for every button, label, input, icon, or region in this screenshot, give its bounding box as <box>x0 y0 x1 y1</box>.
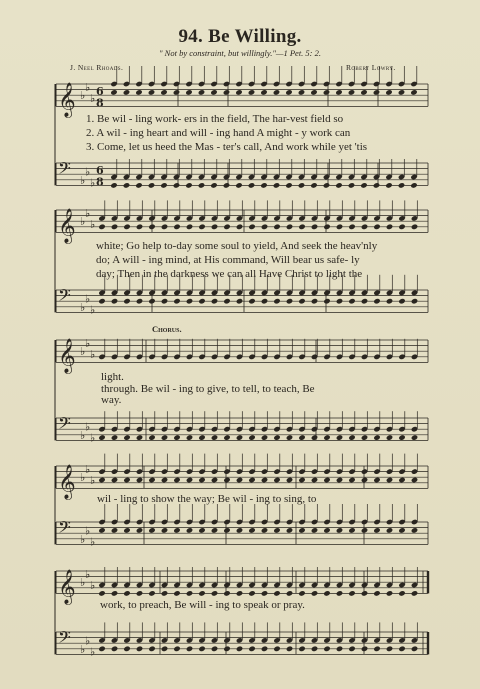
note-head <box>298 224 305 230</box>
flat-sign: ♭ <box>85 567 91 581</box>
note-head <box>211 590 218 596</box>
note-head <box>311 477 318 483</box>
note-head <box>211 298 218 304</box>
note-head <box>348 224 355 230</box>
lyric-s3-line3: way. <box>101 394 122 406</box>
note-head <box>123 590 130 596</box>
note-head <box>210 182 217 188</box>
note-head <box>398 590 405 596</box>
note-head <box>173 224 180 230</box>
note-head <box>248 434 255 440</box>
note-head <box>261 646 268 652</box>
note-head <box>348 527 355 533</box>
note-head <box>160 182 167 188</box>
flat-sign: ♭ <box>85 462 91 476</box>
note-head <box>123 477 130 483</box>
lyric-s2-verse3: day; Then in the darkness we can all Have Christ to light the <box>96 268 363 280</box>
time-signature: 6 <box>96 164 104 178</box>
lyric-s3-line2: through. Be wil - ing to give, to tell, to teach, Be <box>101 383 315 395</box>
flat-sign: ♭ <box>80 428 86 442</box>
note-head <box>186 224 193 230</box>
note-head <box>236 590 243 596</box>
note-head <box>336 527 343 533</box>
note-head <box>323 298 330 304</box>
note-head <box>135 89 142 95</box>
note-head <box>311 590 318 596</box>
note-head <box>273 298 280 304</box>
note-head <box>235 89 242 95</box>
hymn-name: Be Willing. <box>208 26 302 47</box>
note-head <box>148 590 155 596</box>
note-head <box>173 527 180 533</box>
flat-sign: ♭ <box>90 645 96 659</box>
note-head <box>336 434 343 440</box>
note-head <box>136 477 143 483</box>
flat-sign: ♭ <box>90 348 96 361</box>
note-head <box>161 590 168 596</box>
note-head <box>173 298 180 304</box>
note-head <box>211 646 218 652</box>
note-head <box>323 646 330 652</box>
lyric-s5: work, to preach, Be will - ing to speak or pray. <box>100 599 305 611</box>
note-head <box>248 590 255 596</box>
note-head <box>411 646 418 652</box>
note-head <box>186 477 193 483</box>
note-head <box>273 434 280 440</box>
note-head <box>410 182 417 188</box>
note-head <box>273 477 280 483</box>
note-head <box>148 646 155 652</box>
note-head <box>286 224 293 230</box>
treble-clef: 𝄞 <box>58 464 76 500</box>
note-head <box>110 89 117 95</box>
note-head <box>148 527 155 533</box>
note-head <box>273 224 280 230</box>
note-head <box>273 590 280 596</box>
note-head <box>136 646 143 652</box>
note-head <box>298 298 305 304</box>
note-head <box>361 527 368 533</box>
note-head <box>348 590 355 596</box>
note-head <box>123 298 130 304</box>
bass-clef: 𝄢 <box>58 627 71 651</box>
note-head <box>235 182 242 188</box>
flat-sign: ♭ <box>90 218 96 231</box>
note-head <box>211 477 218 483</box>
note-head <box>186 434 193 440</box>
note-head <box>286 477 293 483</box>
time-signature: 8 <box>96 175 104 189</box>
note-head <box>335 89 342 95</box>
note-head <box>261 224 268 230</box>
note-head <box>123 89 130 95</box>
note-head <box>336 224 343 230</box>
note-head <box>411 477 418 483</box>
note-head <box>136 298 143 304</box>
note-head <box>411 590 418 596</box>
note-head <box>385 89 392 95</box>
note-head <box>123 646 130 652</box>
note-head <box>298 590 305 596</box>
note-head <box>198 298 205 304</box>
note-head <box>260 89 267 95</box>
note-head <box>373 590 380 596</box>
lyricist-credit: J. Neel Rhoads. <box>70 63 124 72</box>
note-head <box>360 89 367 95</box>
flat-sign: ♭ <box>85 524 91 538</box>
lyric-s2-verse1: white; Go help to-day some soul to yield, And seek the heav'nly <box>96 240 378 252</box>
note-head <box>111 434 118 440</box>
note-head <box>361 224 368 230</box>
note-head <box>248 298 255 304</box>
chorus-label: Chorus. <box>152 324 182 334</box>
treble-clef: 𝄞 <box>58 569 76 605</box>
flat-sign: ♭ <box>80 215 86 229</box>
note-head <box>248 224 255 230</box>
note-head <box>361 590 368 596</box>
flat-sign: ♭ <box>90 474 96 487</box>
treble-clef: 𝄞 <box>58 208 76 244</box>
note-head <box>123 182 130 188</box>
note-head <box>148 224 155 230</box>
lyric-s1-verse1: 1. Be wil - ling work- ers in the field, The har-vest field so <box>86 113 344 125</box>
note-head <box>135 182 142 188</box>
flat-sign: ♭ <box>85 292 91 306</box>
note-head <box>211 224 218 230</box>
note-head <box>411 298 418 304</box>
note-head <box>223 224 230 230</box>
note-head <box>223 646 230 652</box>
note-head <box>173 434 180 440</box>
note-head <box>260 182 267 188</box>
flat-sign: ♭ <box>80 300 86 314</box>
note-head <box>286 646 293 652</box>
note-head <box>348 434 355 440</box>
note-head <box>186 646 193 652</box>
flat-sign: ♭ <box>90 303 96 317</box>
note-head <box>186 527 193 533</box>
note-head <box>123 224 130 230</box>
note-head <box>198 477 205 483</box>
note-head <box>373 89 380 95</box>
note-head <box>198 182 205 188</box>
flat-sign: ♭ <box>85 336 91 350</box>
bass-clef: 𝄢 <box>58 158 71 182</box>
note-head <box>223 434 230 440</box>
flat-sign: ♭ <box>90 431 96 445</box>
note-head <box>373 477 380 483</box>
note-head <box>173 590 180 596</box>
flat-sign: ♭ <box>85 206 91 220</box>
note-head <box>398 434 405 440</box>
note-head <box>185 89 192 95</box>
flat-sign: ♭ <box>80 173 86 187</box>
note-head <box>173 477 180 483</box>
note-head <box>210 89 217 95</box>
note-head <box>411 224 418 230</box>
flat-sign: ♭ <box>85 420 91 434</box>
note-head <box>373 182 380 188</box>
note-head <box>298 477 305 483</box>
note-head <box>311 527 318 533</box>
note-head <box>186 590 193 596</box>
flat-sign: ♭ <box>80 642 86 656</box>
note-head <box>286 590 293 596</box>
note-head <box>236 298 243 304</box>
composer-credit: Robert Lowry. <box>346 63 396 72</box>
note-head <box>311 434 318 440</box>
note-head <box>161 298 168 304</box>
note-head <box>336 646 343 652</box>
note-head <box>298 182 305 188</box>
note-head <box>298 646 305 652</box>
note-head <box>111 298 118 304</box>
note-head <box>261 527 268 533</box>
note-head <box>136 224 143 230</box>
note-head <box>348 646 355 652</box>
note-head <box>348 182 355 188</box>
flat-sign: ♭ <box>90 535 96 549</box>
treble-clef: 𝄞 <box>58 82 76 118</box>
note-head <box>373 298 380 304</box>
note-head <box>398 298 405 304</box>
note-head <box>323 477 330 483</box>
bass-clef: 𝄢 <box>58 517 71 541</box>
note-head <box>161 527 168 533</box>
lyric-s2-verse2: do; A will - ing mind, at His command, Will bear us safe- ly <box>96 254 360 266</box>
flat-sign: ♭ <box>80 471 86 485</box>
note-head <box>111 646 118 652</box>
note-head <box>398 477 405 483</box>
note-head <box>373 434 380 440</box>
note-head <box>236 527 243 533</box>
note-head <box>361 646 368 652</box>
note-head <box>385 182 392 188</box>
note-head <box>311 224 318 230</box>
note-head <box>110 182 117 188</box>
note-head <box>185 182 192 188</box>
note-head <box>348 477 355 483</box>
time-signature: 6 <box>96 85 104 99</box>
note-head <box>410 89 417 95</box>
note-head <box>148 477 155 483</box>
note-head <box>286 298 293 304</box>
note-head <box>286 527 293 533</box>
note-head <box>236 477 243 483</box>
note-head <box>286 434 293 440</box>
note-head <box>298 527 305 533</box>
flat-sign: ♭ <box>90 176 96 190</box>
note-head <box>236 434 243 440</box>
note-head <box>386 527 393 533</box>
note-head <box>310 89 317 95</box>
lyric-s4: wil - ling to show the way; Be wil - ing to sing, to <box>97 493 317 505</box>
hymn-number: 94. <box>178 26 204 47</box>
note-head <box>223 89 230 95</box>
flat-sign: ♭ <box>80 532 86 546</box>
note-head <box>160 89 167 95</box>
note-head <box>261 298 268 304</box>
lyric-s1-verse3: 3. Come, let us heed the Mas - ter's call, And work while yet 'tis <box>86 141 368 153</box>
flat-sign: ♭ <box>90 92 96 105</box>
note-head <box>198 527 205 533</box>
note-head <box>173 646 180 652</box>
note-head <box>111 477 118 483</box>
note-head <box>285 182 292 188</box>
note-head <box>98 298 105 304</box>
note-head <box>223 298 230 304</box>
note-head <box>148 89 155 95</box>
flat-sign: ♭ <box>90 579 96 592</box>
note-head <box>111 527 118 533</box>
note-head <box>148 182 155 188</box>
note-head <box>98 434 105 440</box>
note-head <box>136 527 143 533</box>
note-head <box>273 89 280 95</box>
note-head <box>361 434 368 440</box>
note-head <box>361 298 368 304</box>
flat-sign: ♭ <box>80 89 86 103</box>
note-head <box>98 224 105 230</box>
note-head <box>398 89 405 95</box>
note-head <box>285 89 292 95</box>
treble-clef: 𝄞 <box>58 338 76 374</box>
note-head <box>261 477 268 483</box>
note-head <box>298 434 305 440</box>
note-head <box>373 646 380 652</box>
note-head <box>310 182 317 188</box>
note-head <box>198 646 205 652</box>
note-head <box>248 646 255 652</box>
note-head <box>198 434 205 440</box>
note-head <box>198 89 205 95</box>
note-head <box>411 527 418 533</box>
note-head <box>248 527 255 533</box>
note-head <box>198 590 205 596</box>
scripture-reference: " Not by constraint, but willingly."—1 Pet. 5: 2. <box>158 48 322 58</box>
note-head <box>136 590 143 596</box>
note-head <box>173 89 180 95</box>
lyric-s1-verse2: 2. A wil - ing heart and will - ing hand A might - y work can <box>86 127 351 139</box>
note-head <box>398 646 405 652</box>
note-head <box>273 182 280 188</box>
note-head <box>136 434 143 440</box>
note-head <box>386 646 393 652</box>
bass-clef: 𝄢 <box>58 285 71 309</box>
note-head <box>148 434 155 440</box>
note-head <box>211 527 218 533</box>
note-head <box>361 477 368 483</box>
note-head <box>386 224 393 230</box>
note-head <box>323 434 330 440</box>
note-head <box>323 527 330 533</box>
note-head <box>261 590 268 596</box>
note-head <box>336 477 343 483</box>
note-head <box>373 224 380 230</box>
note-head <box>335 182 342 188</box>
note-head <box>223 527 230 533</box>
note-head <box>273 527 280 533</box>
note-head <box>98 527 105 533</box>
note-head <box>323 182 330 188</box>
note-head <box>323 89 330 95</box>
note-head <box>161 477 168 483</box>
note-head <box>386 590 393 596</box>
note-head <box>186 298 193 304</box>
note-head <box>386 434 393 440</box>
note-head <box>248 89 255 95</box>
note-head <box>211 434 218 440</box>
note-head <box>223 182 230 188</box>
note-head <box>223 590 230 596</box>
note-head <box>323 590 330 596</box>
flat-sign: ♭ <box>80 576 86 590</box>
note-head <box>398 224 405 230</box>
note-head <box>398 527 405 533</box>
note-head <box>323 224 330 230</box>
flat-sign: ♭ <box>80 345 86 359</box>
note-head <box>348 89 355 95</box>
note-head <box>223 477 230 483</box>
note-head <box>148 298 155 304</box>
lyric-s3-line1: light. <box>101 371 124 383</box>
note-head <box>261 434 268 440</box>
note-head <box>411 434 418 440</box>
note-head <box>123 527 130 533</box>
note-head <box>311 298 318 304</box>
note-head <box>111 590 118 596</box>
note-head <box>98 477 105 483</box>
note-head <box>98 590 105 596</box>
flat-sign: ♭ <box>85 634 91 648</box>
note-head <box>386 477 393 483</box>
note-head <box>348 298 355 304</box>
note-head <box>236 646 243 652</box>
flat-sign: ♭ <box>85 165 91 179</box>
note-head <box>311 646 318 652</box>
note-head <box>336 590 343 596</box>
note-head <box>248 477 255 483</box>
note-head <box>360 182 367 188</box>
note-head <box>161 646 168 652</box>
note-head <box>98 646 105 652</box>
note-head <box>398 182 405 188</box>
note-head <box>273 646 280 652</box>
bass-clef: 𝄢 <box>58 413 71 437</box>
note-head <box>161 224 168 230</box>
note-head <box>123 434 130 440</box>
note-head <box>198 224 205 230</box>
note-head <box>111 224 118 230</box>
note-head <box>173 182 180 188</box>
note-head <box>336 298 343 304</box>
note-head <box>298 89 305 95</box>
time-signature: 8 <box>96 96 104 110</box>
note-head <box>236 224 243 230</box>
note-head <box>373 527 380 533</box>
note-head <box>386 298 393 304</box>
note-head <box>248 182 255 188</box>
note-head <box>161 434 168 440</box>
flat-sign: ♭ <box>85 80 91 94</box>
